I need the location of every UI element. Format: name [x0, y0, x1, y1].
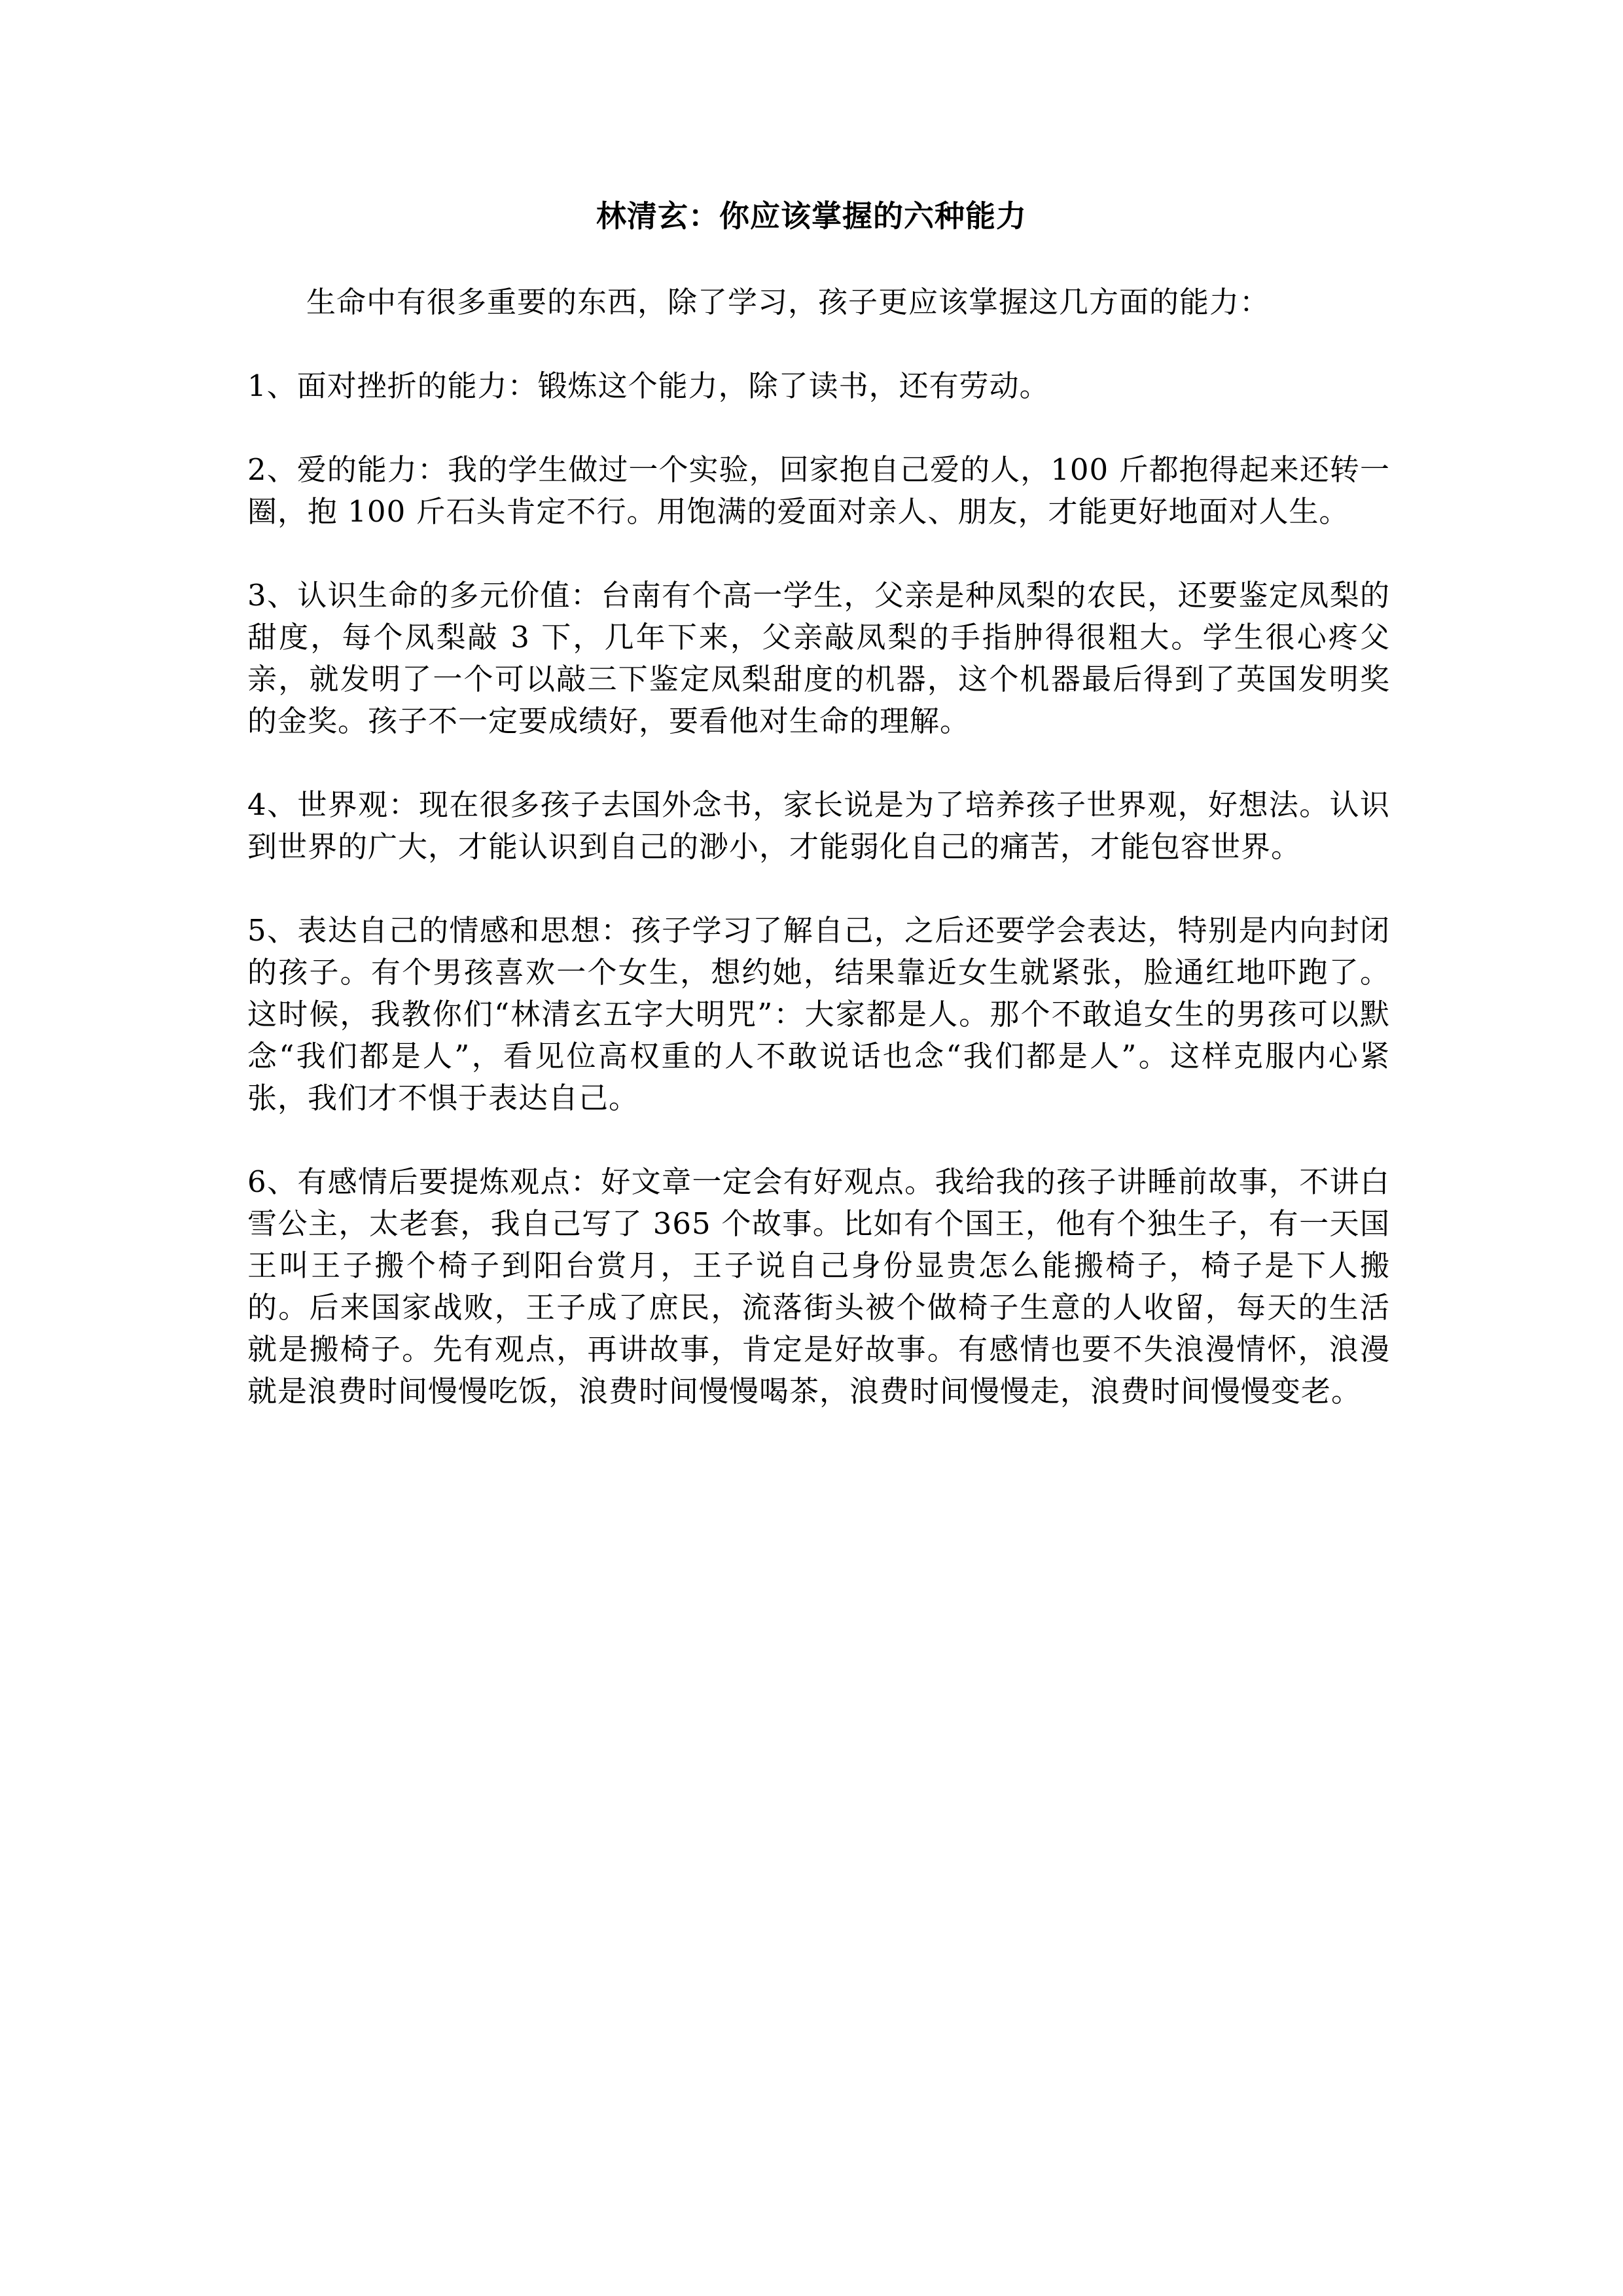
paragraph-4: 4、世界观：现在很多孩子去国外念书，家长说是为了培养孩子世界观，好想法。认识到世界的广大，才能认识到自己的渺小，才能弱化自己的痛苦，才能包容世界。: [247, 787, 1390, 864]
intro-paragraph: 生命中有很多重要的东西，除了学习，孩子更应该掌握这几方面的能力：: [306, 285, 1270, 319]
paragraph-2: 2、爱的能力：我的学生做过一个实验，回家抱自己爱的人，100 斤都抱得起来还转一圈，抱 100 斤石头肯定不行。用饱满的爱面对亲人、朋友，才能更好地面对人生。: [247, 452, 1390, 529]
document-title: 林清玄：你应该掌握的六种能力: [596, 198, 1027, 234]
paragraph-6: 6、有感情后要提炼观点：好文章一定会有好观点。我给我的孩子讲睡前故事，不讲白雪公主，太老套，我自己写了 365 个故事。比如有个国王，他有个独生子，有一天国王叫王子搬个椅子到阳台赏月，王子说自己身份显贵怎么能搬椅子，椅子是下人搬的。后来国家战败，王子成了庶民，流落街头被个做椅子生意的人收留，每天的生活就是搬椅子。先有观点，再讲故事，肯定是好故事。有感情也要不失浪漫情怀，浪漫就是浪费时间慢慢吃饭，浪费时间慢慢喝茶，浪费时间慢慢走，浪费时间慢慢变老。: [247, 1164, 1390, 1408]
document-body: [247, 281, 1390, 1454]
paragraph-3: 3、认识生命的多元价值：台南有个高一学生，父亲是种凤梨的农民，还要鉴定凤梨的甜度，每个凤梨敲 3 下，几年下来，父亲敲凤梨的手指肿得很粗大。学生很心疼父亲，就发明了一个可以敲三下鉴定凤梨甜度的机器，这个机器最后得到了英国发明奖的金奖。孩子不一定要成绩好，要看他对生命的理解。: [247, 578, 1390, 738]
paragraph-5: 5、表达自己的情感和思想：孩子学习了解自己，之后还要学会表达，特别是内向封闭的孩子。有个男孩喜欢一个女生，想约她，结果靠近女生就紧张，脸通红地吓跑了。这时候，我教你们“林清玄五字大明咒”：大家都是人。那个不敢追女生的男孩可以默念“我们都是人”，看见位高权重的人不敢说话也念“我们都是人”。这样克服内心紧张，我们才不惧于表达自己。: [247, 913, 1390, 1115]
paragraph-1: 1、面对挫折的能力：锻炼这个能力，除了读书，还有劳动。: [247, 368, 1050, 403]
